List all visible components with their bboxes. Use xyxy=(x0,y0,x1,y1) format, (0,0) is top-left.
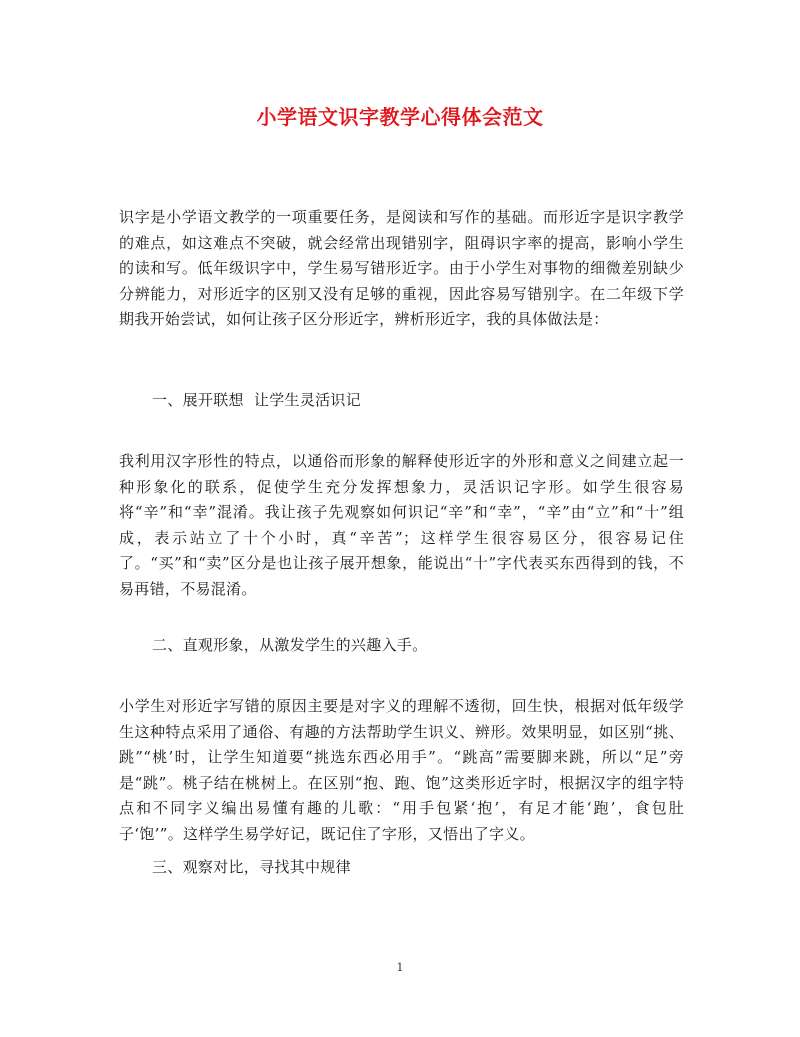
page-number: 1 xyxy=(396,961,404,974)
paragraph-section-2: 小学生对形近字写错的原因主要是对字义的理解不透彻，回生快，根据对低年级学生这种特点采用了通俗、有趣的方法帮助学生识义、辨形。效果明显，如区别“挑、跳”“桃’时，让学生知道要“挑选东西必用手”。“跳高”需要脚来跳，所以“足”旁是“跳”。桃子结在桃树上。在区别“抱、跑、饱”这类形近字时，根据汉字的组字特点和不同字义编出易懂有趣的儿歌：“用手包紧‘抱’，有足才能‘跑’，食包肚子‘饱’”。这样学生易学好记，既记住了字形，又悟出了字义。 xyxy=(119,697,684,843)
paragraph-intro: 识字是小学语文教学的一项重要任务，是阅读和写作的基础。而形近字是识字教学的难点，如这难点不突破，就会经常出现错别字，阻碍识字率的提高，影响小学生的读和写。低年级识字中，学生易写错形近字。由于小学生对事物的细微差别缺少分辨能力，对形近字的区别又没有足够的重视，因此容易写错别字。在二年级下学期我开始尝试，如何让孩子区分形近字，辨析形近字，我的具体做法是： xyxy=(119,208,684,328)
section-heading-3: 三、观察对比，寻找其中规律 xyxy=(152,858,351,876)
paragraph-section-1: 我利用汉字形性的特点，以通俗而形象的解释使形近字的外形和意义之间建立起一种形象化的联系，促使学生充分发挥想象力，灵活识记字形。如学生很容易将“辛”和“幸”混淆。我让孩子先观察如何识记“辛”和“幸”，“辛”由“立”和“十”组成，表示站立了十个小时，真“辛苦”；这样学生很容易区分，很容易记住了。“买”和“卖”区分是也让孩子展开想象，能说出“十”字代表买东西得到的钱，不易再错，不易混淆。 xyxy=(119,452,684,598)
document-title: 小学语文识字教学心得体会范文 xyxy=(256,105,544,129)
section-heading-1: 一、展开联想 让学生灵活识记 xyxy=(152,391,362,409)
section-heading-2: 二、直观形象，从激发学生的兴趣入手。 xyxy=(152,636,428,654)
